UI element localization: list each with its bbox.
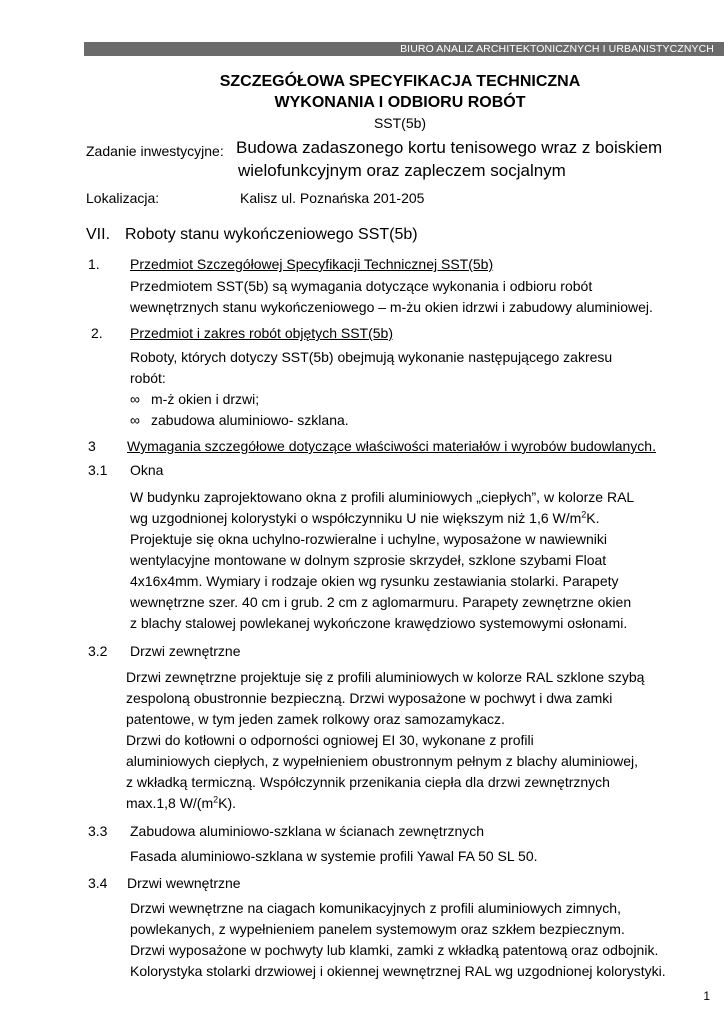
s32-text-line: Drzwi do kotłowni o odporności ogniowej EI 30, wykonane z profili — [126, 732, 534, 748]
s34-number: 3.4 — [88, 875, 108, 891]
s31-heading: Okna — [130, 462, 164, 478]
s31-number: 3.1 — [88, 462, 108, 478]
s32-text-line: Drzwi zewnętrzne projektuje się z profili aluminiowych w kolorze RAL szklone szybą — [126, 669, 645, 685]
s31-text-line: wewnętrzne szer. 40 cm i grub. 2 cm z aglomarmuru. Parapety zewnętrzne okien — [130, 594, 632, 610]
bullet-icon: ∞ — [130, 412, 140, 428]
location-label: Lokalizacja: — [86, 190, 160, 206]
s32-text-line: zespoloną obustronnie bezpieczną. Drzwi wyposażone w pochwyt i dwa zamki — [126, 690, 613, 706]
location-value: Kalisz ul. Poznańska 201-205 — [240, 190, 425, 206]
s2-text-line: Roboty, których dotyczy SST(5b) obejmują wykonanie następującego zakresu — [130, 349, 613, 365]
doc-title-line1: SZCZEGÓŁOWA SPECYFIKACJA TECHNICZNA — [219, 73, 581, 90]
s32-text-line: aluminiowych ciepłych, z wypełnieniem obustronnym pełnym z blachy aluminiowej, — [126, 753, 639, 769]
s2-bullet-item: m-ż okien i drzwi; — [151, 391, 260, 407]
page-number: 1 — [703, 989, 710, 1003]
s2-number: 2. — [91, 325, 103, 341]
s2-text-line: robót: — [130, 370, 166, 386]
chapter-title: Roboty stanu wykończeniowego SST(5b) — [125, 226, 418, 243]
s32-text-line: patentowe, w tym jeden zamek rolkowy oraz samozamykacz. — [126, 711, 505, 727]
s31-text-line: Projektuje się okna uchylno-rozwieralne i uchylne, wyposażone w nawiewniki — [130, 531, 608, 547]
s3-heading: Wymagania szczegółowe dotyczące właściwości materiałów i wyrobów budowlanych. — [127, 438, 656, 454]
s34-text-line: Drzwi wyposażone w pochwyty lub klamki, zamki z wkładką patentową oraz odbojnik. — [130, 942, 659, 958]
s31-text-line: wentylacyjne montowane w dolnym szprosie skrzydeł, szklone szybami Float — [130, 552, 607, 568]
s34-text-line: Drzwi wewnętrzne na ciagach komunikacyjnych z profili aluminiowych zimnych, — [130, 900, 621, 916]
task-value-line2: wielofunkcyjnym oraz zapleczem socjalnym — [238, 161, 566, 180]
s1-number: 1. — [88, 256, 100, 272]
s34-text-line: powlekanych, z wypełnieniem panelem systemowym oraz szkłem bezpiecznym. — [130, 921, 625, 937]
s32-text-line: z wkładką termiczną. Współczynnik przenikania ciepła dla drzwi zewnętrznych — [126, 774, 610, 790]
chapter-number: VII. — [86, 226, 111, 243]
s33-number: 3.3 — [88, 823, 108, 839]
s31-text-line: wg uzgodnionej kolorystyki o współczynniku U nie większym niż 1,6 $W/m^2K$. — [130, 509, 600, 526]
bullet-icon: ∞ — [130, 391, 140, 407]
task-value-line1: Budowa zadaszonego kortu tenisowego wraz z boiskiem — [236, 138, 663, 157]
s1-text-line: Przedmiotem SST(5b) są wymagania dotyczące wykonania i odbioru robót — [130, 278, 593, 294]
s31-text-line: W budynku zaprojektowano okna z profili aluminiowych „ciepłych”, w kolorze RAL — [130, 489, 635, 505]
s34-heading: Drzwi wewnętrzne — [127, 875, 241, 891]
s32-number: 3.2 — [88, 643, 108, 659]
header-bar-text: BIURO ANALIZ ARCHITEKTONICZNYCH I URBANISTYCZNYCH — [400, 43, 714, 55]
s1-text-line: wewnętrznych stanu wykończeniowego – m-żu okien idrzwi i zabudowy aluminiowej. — [130, 299, 653, 315]
s2-heading: Przedmiot i zakres robót objętych SST(5b) — [130, 325, 393, 341]
s3-number: 3 — [88, 438, 96, 454]
s1-heading: Przedmiot Szczegółowej Specyfikacji Technicznej SST(5b) — [130, 256, 494, 272]
s33-text-line: Fasada aluminiowo-szklana w systemie profili Yawal FA 50 SL 50. — [130, 848, 538, 864]
doc-title-line2: WYKONANIA I ODBIORU ROBÓT — [274, 94, 526, 111]
s34-text-line: Kolorystyka stolarki drzwiowej i okiennej wewnętrznej RAL wg uzgodnionej kolorystyki. — [130, 963, 666, 979]
s31-text-line: 4x16x4mm. Wymiary i rodzaje okien wg rysunku zestawiania stolarki. Parapety — [130, 573, 619, 589]
doc-code: SST(5b) — [373, 115, 427, 131]
s2-bullet-item: zabudowa aluminiowo- szklana. — [151, 412, 349, 428]
s32-text-line: max.1,8 $W/(m^2K)$. — [126, 794, 237, 811]
task-label: Zadanie inwestycyjne: — [86, 143, 224, 159]
header-bar — [84, 42, 724, 56]
s33-heading: Zabudowa aluminiowo-szklana w ścianach zewnętrznych — [130, 823, 485, 839]
s32-heading: Drzwi zewnętrzne — [130, 643, 241, 659]
s31-text-line: z blachy stalowej powlekanej wykończone krawędziowo systemowymi osłonami. — [130, 615, 628, 631]
